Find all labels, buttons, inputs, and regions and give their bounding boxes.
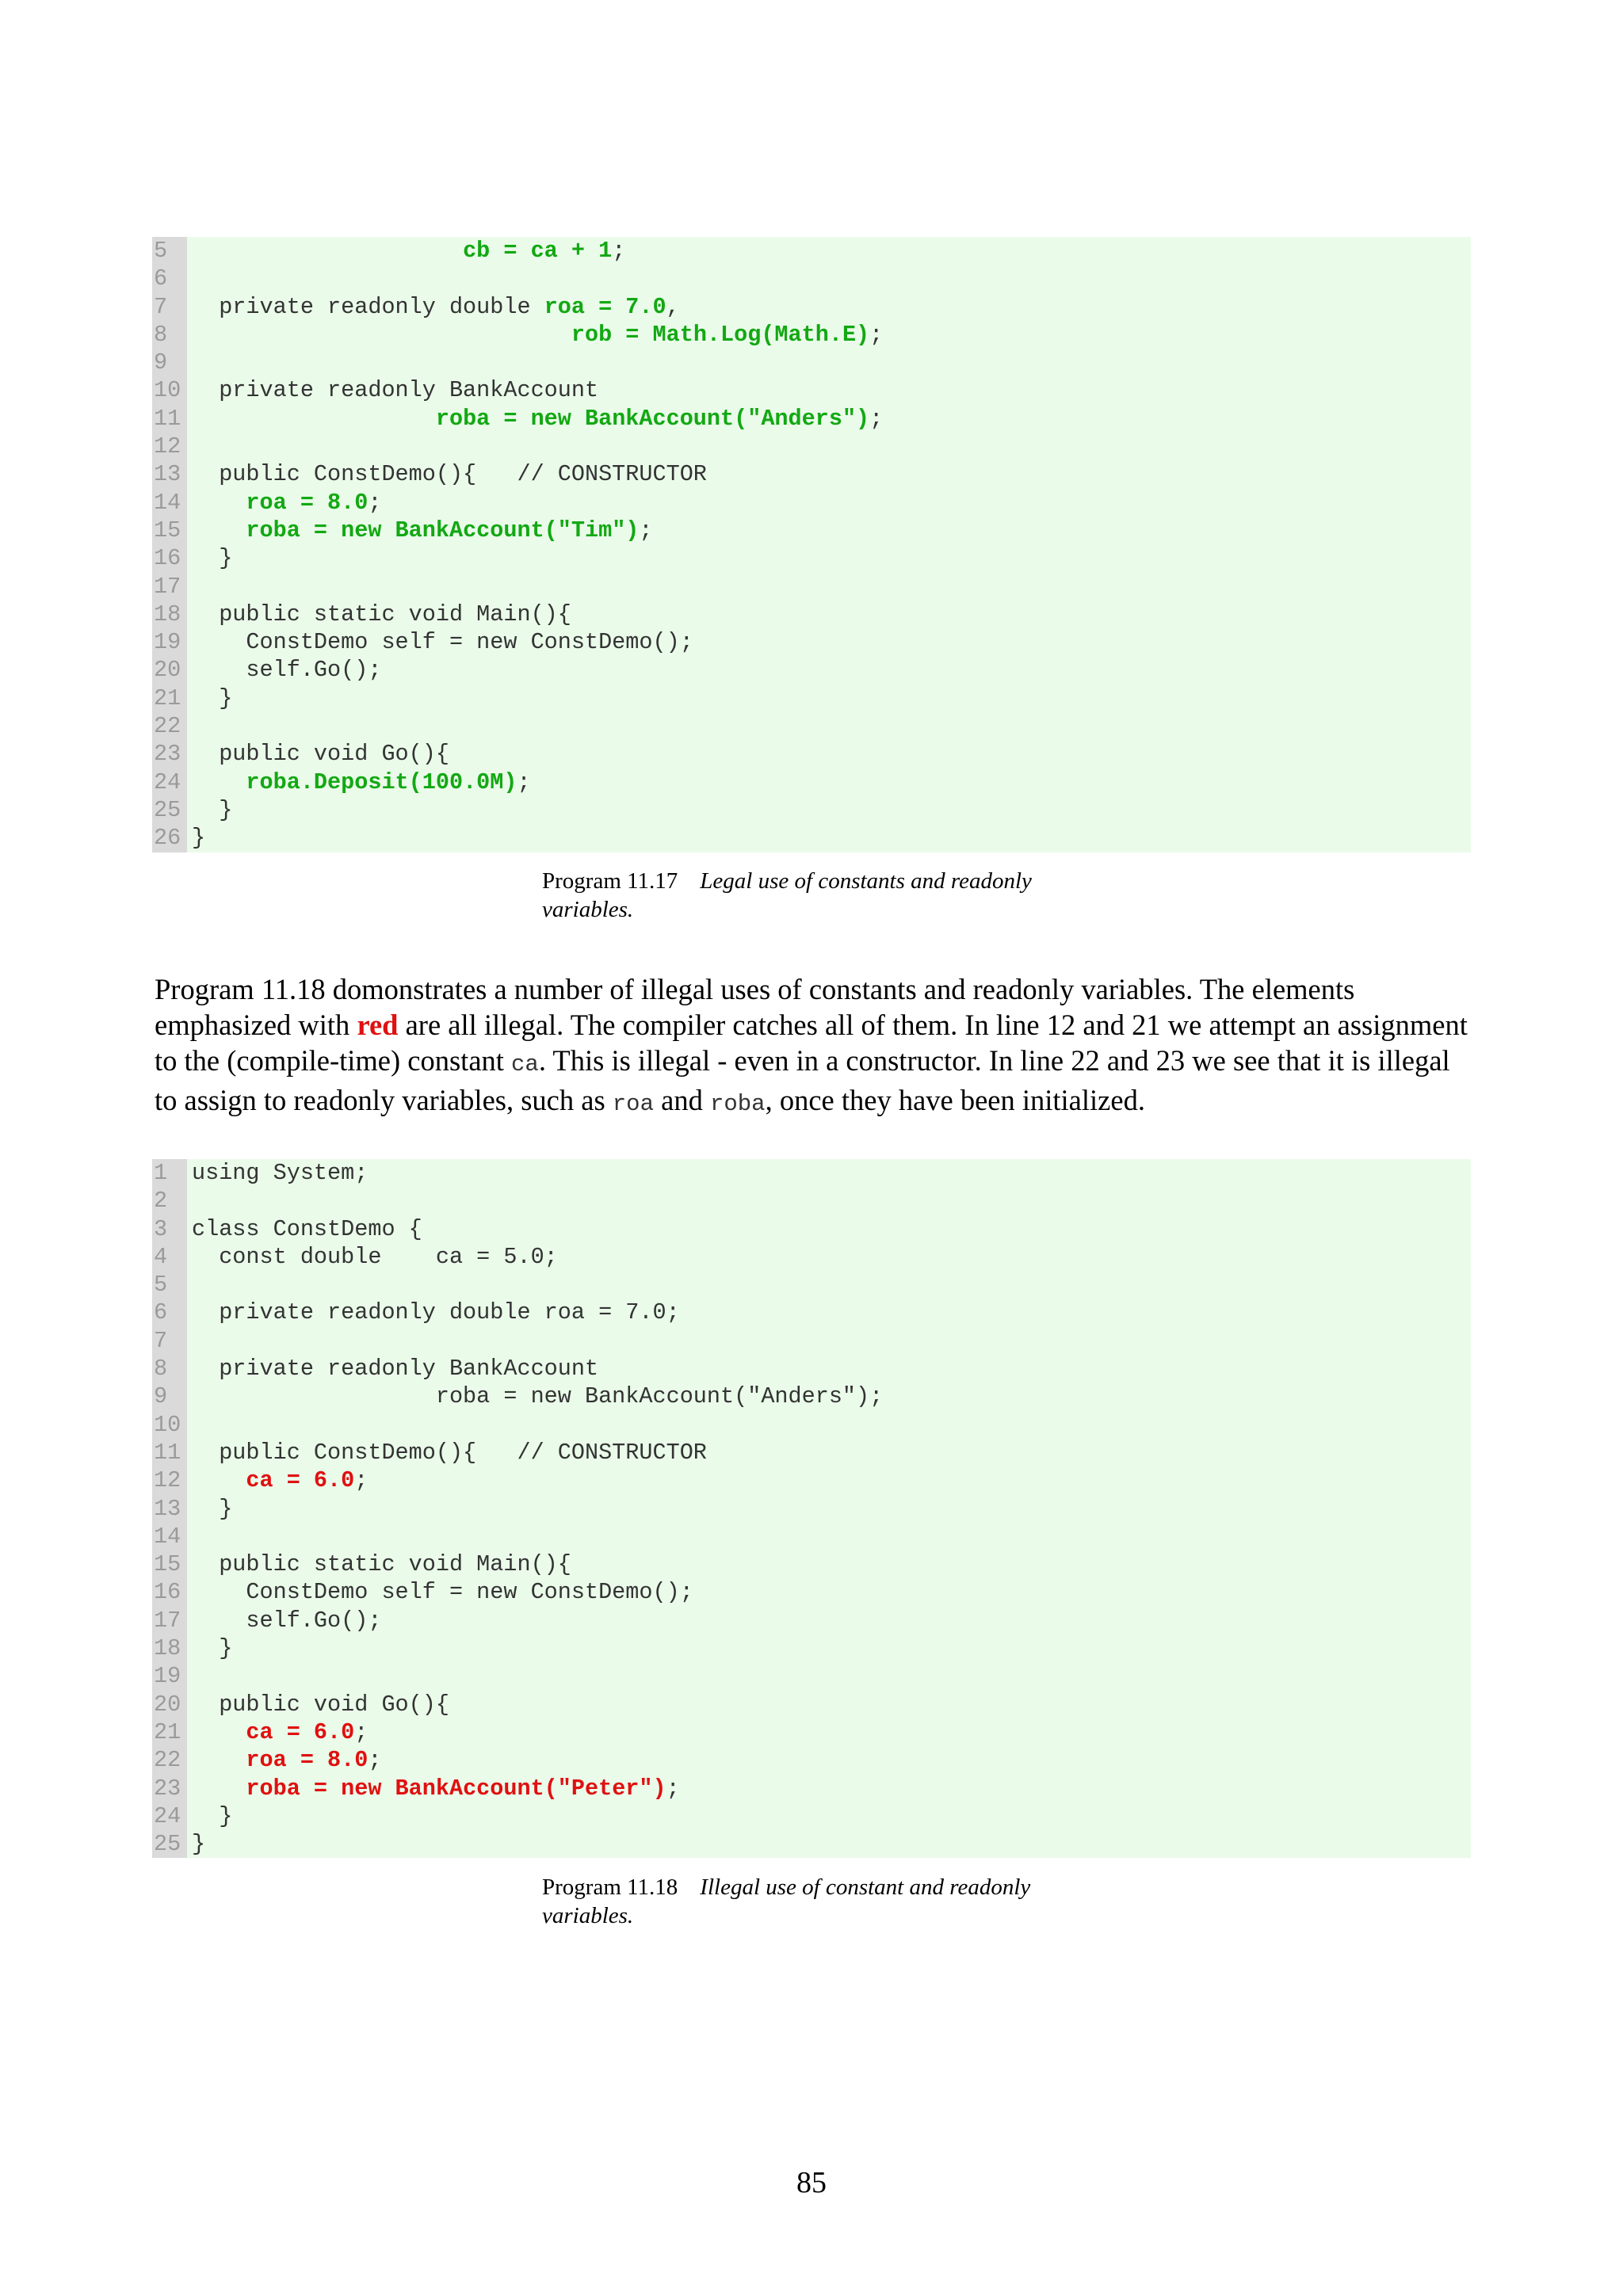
code-segment (192, 1467, 246, 1493)
line-number: 14 (152, 489, 187, 517)
code-text (187, 1578, 693, 1606)
body-paragraph (155, 971, 1478, 1122)
code-segment (192, 1747, 246, 1773)
line-number: 20 (152, 656, 187, 684)
code-line (152, 405, 1471, 433)
code-text (187, 1495, 232, 1523)
inline-code: ca (511, 1051, 539, 1077)
legal-highlight: roba.Deposit(100.0M) (246, 769, 517, 795)
code-segment: self.Go(); (192, 657, 382, 684)
code-line (152, 237, 1471, 265)
code-line (152, 1159, 1471, 1187)
line-number: 11 (152, 405, 187, 433)
code-line (152, 601, 1471, 628)
code-text (187, 1243, 558, 1271)
code-line (152, 712, 1471, 740)
code-text (187, 1746, 381, 1774)
code-text (187, 376, 598, 404)
code-line (152, 544, 1471, 572)
legal-highlight: roa = 7.0 (544, 293, 666, 320)
code-line (152, 1439, 1471, 1466)
line-number: 18 (152, 1634, 187, 1662)
caption-program-11-18 (542, 1873, 1097, 1930)
code-text (187, 769, 531, 796)
code-segment (192, 490, 246, 516)
code-text (187, 1634, 232, 1662)
code-line (152, 796, 1471, 824)
line-number: 24 (152, 769, 187, 796)
text-segment: are all illegal. The compiler catches all of them. In line 12 and 21 we attempt an assignment to the (compile-time) constant (155, 1009, 1468, 1077)
code-text (187, 1830, 205, 1858)
code-line (152, 740, 1471, 768)
code-segment (192, 1719, 246, 1745)
code-line (152, 1327, 1471, 1355)
code-segment (192, 406, 436, 432)
line-number: 23 (152, 1775, 187, 1802)
code-text (187, 628, 693, 656)
code-line (152, 685, 1471, 712)
text-segment: Program 11.18 domonstrates a number of illegal uses of constants and readonly variables. The elements emphasized with (155, 973, 1355, 1041)
code-line (152, 1662, 1471, 1690)
code-line (152, 1691, 1471, 1718)
legal-highlight: cb = ca + 1 (463, 238, 613, 264)
code-segment: public void Go(){ (192, 741, 449, 768)
line-number: 10 (152, 1411, 187, 1439)
line-number: 17 (152, 573, 187, 601)
code-line (152, 1215, 1471, 1243)
code-line (152, 489, 1471, 517)
caption-number: Program 11.17 (542, 868, 678, 894)
line-number: 6 (152, 1299, 187, 1326)
code-line (152, 628, 1471, 656)
code-text (187, 321, 883, 349)
code-text (187, 601, 571, 628)
code-text (187, 293, 680, 321)
line-number: 9 (152, 1383, 187, 1410)
code-segment: ConstDemo self = new ConstDemo(); (192, 629, 693, 656)
code-segment: ; (368, 489, 382, 516)
line-number: 19 (152, 628, 187, 656)
code-line (152, 656, 1471, 684)
code-line (152, 1243, 1471, 1271)
code-segment: ; (517, 769, 531, 795)
code-line (152, 1355, 1471, 1383)
illegal-highlight: roa = 8.0 (246, 1747, 369, 1774)
code-text (187, 489, 381, 517)
code-text (187, 1607, 381, 1634)
line-number: 21 (152, 685, 187, 712)
line-number: 5 (152, 237, 187, 265)
code-line (152, 769, 1471, 796)
code-segment (192, 322, 571, 348)
code-line (152, 517, 1471, 544)
code-segment: ; (639, 517, 653, 543)
code-text (187, 237, 625, 265)
code-line (152, 321, 1471, 349)
line-number: 16 (152, 1578, 187, 1606)
code-line (152, 265, 1471, 292)
code-segment: } (192, 685, 233, 711)
line-number: 22 (152, 712, 187, 740)
code-segment: } (192, 1635, 233, 1662)
legal-highlight: roa = 8.0 (246, 489, 369, 516)
line-number: 21 (152, 1718, 187, 1746)
line-number: 7 (152, 293, 187, 321)
code-segment: roba = new BankAccount("Anders"); (192, 1383, 884, 1410)
code-segment: ; (869, 405, 884, 432)
line-number: 11 (152, 1439, 187, 1466)
code-line (152, 1746, 1471, 1774)
code-text (187, 1159, 368, 1187)
code-text (187, 740, 449, 768)
code-text (187, 1718, 368, 1746)
code-text (187, 517, 653, 544)
legal-highlight: roba = new BankAccount("Tim") (246, 517, 640, 543)
legal-highlight: rob = Math.Log(Math.E) (571, 321, 870, 348)
line-number: 24 (152, 1802, 187, 1830)
inline-code: roa (612, 1091, 654, 1117)
line-number: 15 (152, 517, 187, 544)
code-line (152, 1187, 1471, 1215)
line-number: 12 (152, 1466, 187, 1494)
code-segment: public ConstDemo(){ // CONSTRUCTOR (192, 1439, 707, 1466)
code-line (152, 824, 1471, 852)
code-segment: class ConstDemo { (192, 1215, 422, 1242)
line-number: 6 (152, 265, 187, 292)
code-text (187, 405, 883, 433)
code-segment: ; (869, 321, 884, 348)
code-text (187, 1691, 449, 1718)
code-text (187, 685, 232, 712)
code-text (187, 1215, 422, 1243)
line-number: 7 (152, 1327, 187, 1355)
line-number: 14 (152, 1523, 187, 1550)
line-number: 22 (152, 1746, 187, 1774)
code-text (187, 1299, 680, 1326)
inline-code: roba (709, 1091, 766, 1117)
illegal-highlight: ca = 6.0 (246, 1718, 355, 1745)
line-number: 15 (152, 1550, 187, 1578)
code-line (152, 1802, 1471, 1830)
code-line (152, 1578, 1471, 1606)
code-line (152, 1550, 1471, 1578)
code-text (187, 1383, 883, 1410)
code-listing-11-17 (152, 237, 1471, 852)
code-line (152, 349, 1471, 376)
code-segment: public void Go(){ (192, 1691, 449, 1718)
code-line (152, 1271, 1471, 1299)
line-number: 3 (152, 1215, 187, 1243)
code-segment: private readonly BankAccount (192, 377, 599, 404)
line-number: 8 (152, 1355, 187, 1383)
illegal-highlight: roba = new BankAccount("Peter") (246, 1775, 666, 1802)
code-text (187, 1802, 232, 1830)
line-number: 18 (152, 601, 187, 628)
code-segment: } (192, 1802, 233, 1829)
caption-number: Program 11.18 (542, 1875, 678, 1900)
code-segment: } (192, 825, 206, 852)
line-number: 9 (152, 349, 187, 376)
code-text (187, 796, 232, 824)
code-segment: } (192, 796, 233, 823)
line-number: 8 (152, 321, 187, 349)
line-number: 23 (152, 740, 187, 768)
code-text (187, 824, 205, 852)
code-segment: ; (612, 238, 626, 264)
line-number: 10 (152, 376, 187, 404)
code-line (152, 1466, 1471, 1494)
code-text (187, 544, 232, 572)
code-segment: private readonly double roa = 7.0; (192, 1299, 680, 1326)
line-number: 13 (152, 1495, 187, 1523)
code-segment (192, 517, 246, 543)
code-segment: ; (666, 1775, 680, 1802)
code-segment: } (192, 1495, 233, 1522)
line-number: 26 (152, 824, 187, 852)
code-segment: private readonly BankAccount (192, 1356, 599, 1383)
caption-description: Illegal use of constant and readonly variables. (542, 1875, 1031, 1928)
legal-highlight: roba = new BankAccount("Anders") (435, 405, 870, 432)
red-emphasis: red (357, 1009, 399, 1041)
code-line (152, 1411, 1471, 1439)
code-text (187, 1775, 680, 1802)
code-text (187, 1466, 368, 1494)
code-text (187, 460, 707, 488)
line-number: 25 (152, 796, 187, 824)
code-segment (192, 1775, 246, 1802)
code-line (152, 1634, 1471, 1662)
code-segment: ; (368, 1747, 382, 1774)
line-number: 25 (152, 1830, 187, 1858)
code-segment: using System; (192, 1160, 369, 1186)
code-segment: , (666, 293, 680, 320)
code-text (187, 1550, 571, 1578)
code-text (187, 1439, 707, 1466)
caption-program-11-17 (542, 867, 1097, 924)
code-line (152, 1299, 1471, 1326)
code-listing-11-18 (152, 1159, 1471, 1858)
code-segment: public static void Main(){ (192, 601, 571, 627)
code-segment: ; (354, 1718, 369, 1745)
caption-description: Legal use of constants and readonly variables. (542, 868, 1032, 922)
code-segment: } (192, 545, 233, 572)
line-number: 4 (152, 1243, 187, 1271)
code-segment (192, 238, 463, 264)
code-segment: public static void Main(){ (192, 1551, 571, 1578)
code-line (152, 1607, 1471, 1634)
code-line (152, 376, 1471, 404)
line-number: 1 (152, 1159, 187, 1187)
code-line (152, 460, 1471, 488)
code-segment: private readonly double (192, 293, 544, 320)
text-segment: , once they have been initialized. (765, 1084, 1145, 1116)
line-number: 13 (152, 460, 187, 488)
code-segment: const double ca = 5.0; (192, 1243, 558, 1270)
text-segment: and (654, 1084, 710, 1116)
code-segment: public ConstDemo(){ // CONSTRUCTOR (192, 461, 707, 488)
code-line (152, 1523, 1471, 1550)
code-segment: ; (354, 1467, 369, 1494)
line-number: 5 (152, 1271, 187, 1299)
code-text (187, 1355, 598, 1383)
line-number: 17 (152, 1607, 187, 1634)
code-line (152, 1495, 1471, 1523)
line-number: 19 (152, 1662, 187, 1690)
code-segment: self.Go(); (192, 1607, 382, 1634)
code-line (152, 433, 1471, 460)
text-segment: . This is illegal - even in a constructor. In line 22 and 23 we see that it is illegal to assign to readonly variables, such as (155, 1044, 1450, 1116)
code-text (187, 656, 381, 684)
code-line (152, 1383, 1471, 1410)
page-number: 85 (796, 2166, 827, 2199)
illegal-highlight: ca = 6.0 (246, 1467, 355, 1494)
code-segment: ConstDemo self = new ConstDemo(); (192, 1579, 693, 1606)
line-number: 2 (152, 1187, 187, 1215)
line-number: 20 (152, 1691, 187, 1718)
code-line (152, 1718, 1471, 1746)
code-segment: } (192, 1831, 206, 1858)
code-line (152, 573, 1471, 601)
code-line (152, 1830, 1471, 1858)
line-number: 16 (152, 544, 187, 572)
code-segment (192, 769, 246, 795)
code-line (152, 293, 1471, 321)
line-number: 12 (152, 433, 187, 460)
code-line (152, 1775, 1471, 1802)
